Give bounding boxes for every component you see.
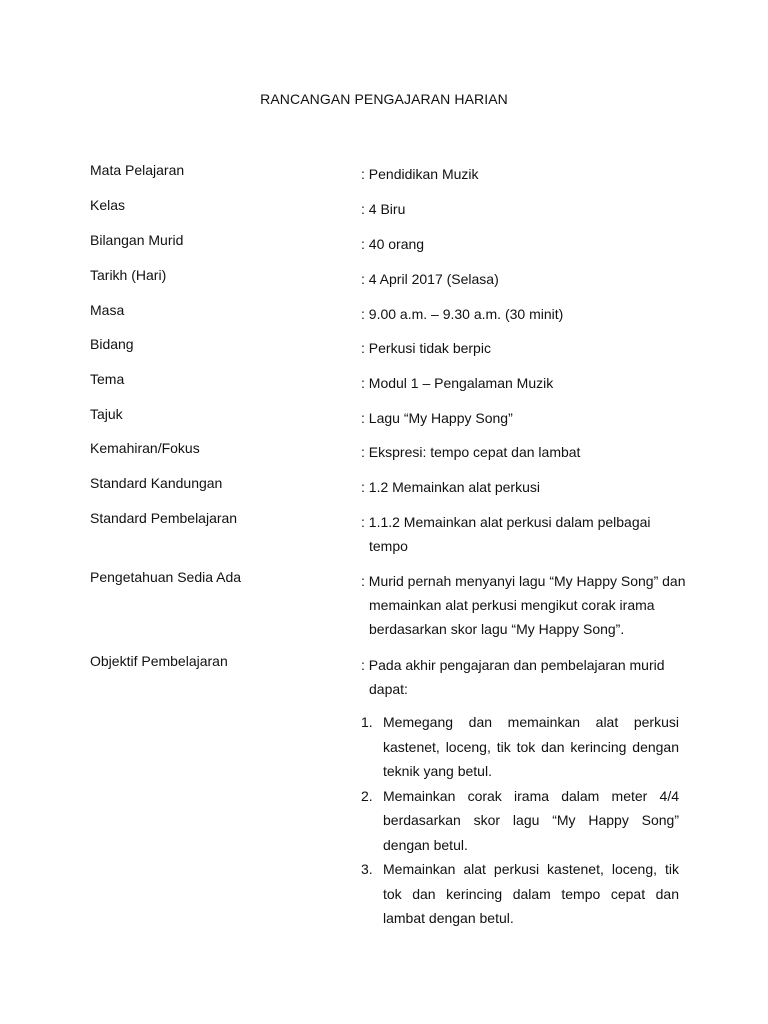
value-line: memainkan alat perkusi mengikut corak irama bbox=[369, 597, 655, 613]
field-label: Kemahiran/Fokus bbox=[90, 440, 200, 456]
field-value: : 4 Biru bbox=[361, 201, 406, 217]
field-label: Tarikh (Hari) bbox=[90, 267, 167, 283]
list-item-text: Memainkan corak irama dalam meter 4/4 berdasarkan skor lagu “My Happy Song” dengan betul. bbox=[383, 787, 679, 853]
list-item bbox=[361, 784, 679, 858]
field-value bbox=[361, 510, 681, 558]
field-value: : 1.2 Memainkan alat perkusi bbox=[361, 479, 540, 495]
objective-list bbox=[361, 710, 679, 931]
field-value: : 4 April 2017 (Selasa) bbox=[361, 271, 499, 287]
field-label: Bidang bbox=[90, 336, 134, 352]
value-line: berdasarkan skor lagu “My Happy Song”. bbox=[369, 621, 625, 637]
field-label: Mata Pelajaran bbox=[90, 162, 185, 178]
field-label: Bilangan Murid bbox=[90, 232, 184, 248]
field-label: Tema bbox=[90, 371, 125, 387]
list-item-number: 2. bbox=[361, 787, 373, 804]
field-value: : Ekspresi: tempo cepat dan lambat bbox=[361, 444, 581, 460]
field-value: : Perkusi tidak berpic bbox=[361, 340, 491, 356]
field-value bbox=[361, 569, 691, 641]
list-item-number: 3. bbox=[361, 861, 373, 877]
list-item-number: 1. bbox=[361, 714, 373, 730]
field-value: : 40 orang bbox=[361, 236, 425, 252]
list-item-text: Memainkan alat perkusi kastenet, loceng, tik tok dan kerincing dalam tempo cepat dan lambat dengan betul. bbox=[383, 861, 679, 926]
field-label: Standard Pembelajaran bbox=[90, 510, 238, 526]
field-value: : 9.00 a.m. – 9.30 a.m. (30 minit) bbox=[361, 306, 564, 322]
field-label: Standard Kandungan bbox=[90, 475, 223, 491]
field-value: : Modul 1 – Pengalaman Muzik bbox=[361, 375, 554, 391]
field-value bbox=[361, 653, 681, 701]
document-title: RANCANGAN PENGAJARAN HARIAN bbox=[260, 91, 508, 107]
value-line: : Pada akhir pengajaran dan pembelajaran murid bbox=[361, 657, 665, 673]
list-item-text: Memegang dan memainkan alat perkusi kastenet, loceng, tik tok dan kerincing dengan teknik yang betul. bbox=[383, 714, 679, 779]
field-label: Kelas bbox=[90, 197, 126, 213]
value-line: : Murid pernah menyanyi lagu “My Happy Song” dan bbox=[361, 573, 686, 589]
value-line: tempo bbox=[369, 538, 408, 554]
field-label: Masa bbox=[90, 302, 125, 318]
field-label: Tajuk bbox=[90, 406, 123, 422]
field-label: Objektif Pembelajaran bbox=[90, 653, 228, 669]
field-value: : Pendidikan Muzik bbox=[361, 166, 479, 182]
value-line: dapat: bbox=[369, 681, 408, 697]
field-value: : Lagu “My Happy Song” bbox=[361, 410, 513, 426]
list-item bbox=[361, 710, 679, 784]
list-item bbox=[361, 857, 679, 931]
field-label: Pengetahuan Sedia Ada bbox=[90, 569, 242, 585]
value-line: : 1.1.2 Memainkan alat perkusi dalam pelbagai bbox=[361, 514, 651, 530]
